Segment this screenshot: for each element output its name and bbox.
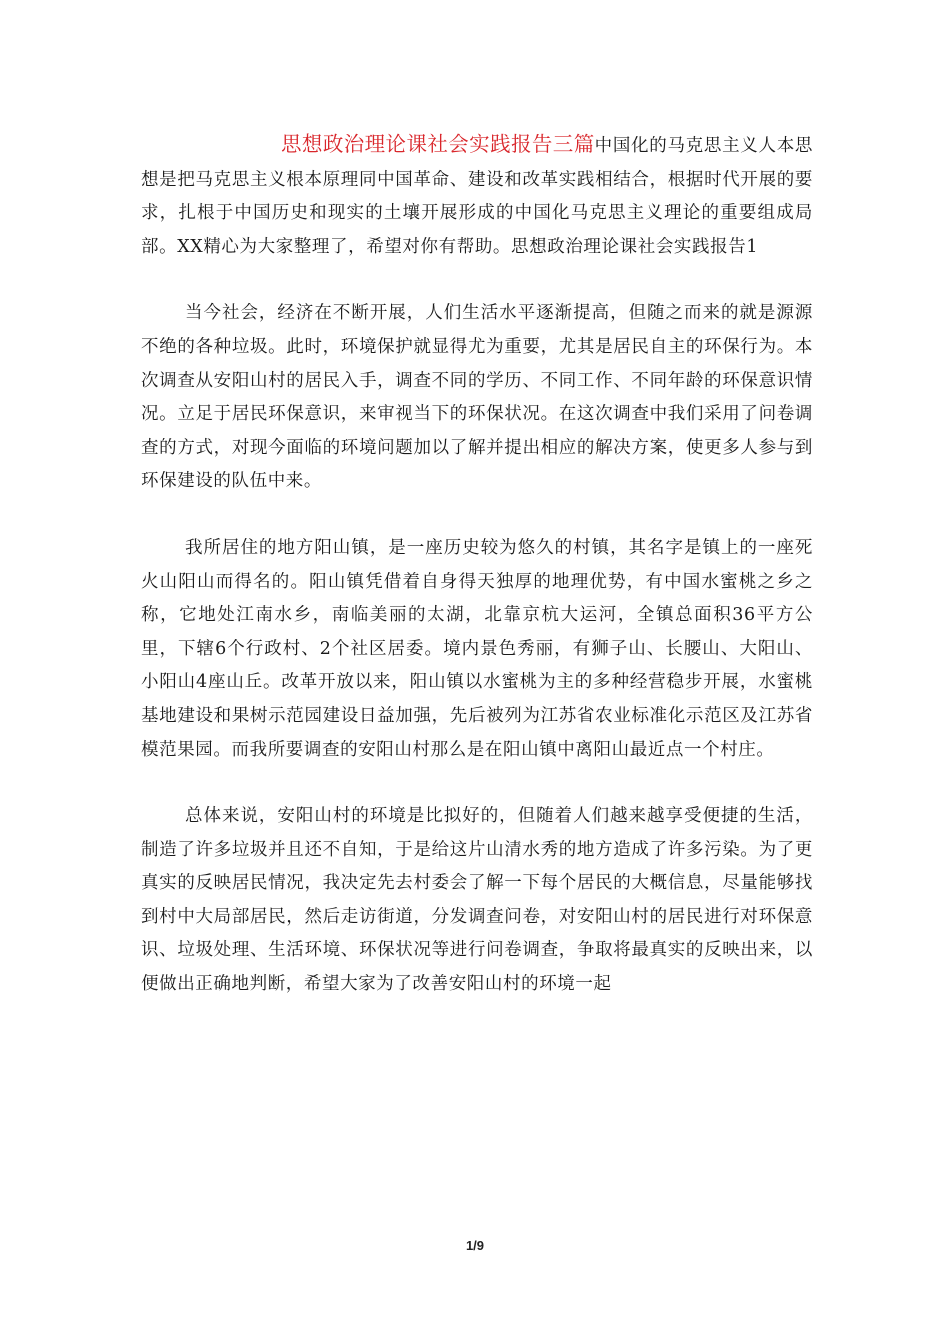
intro-paragraph	[141, 128, 813, 264]
body-paragraph-1: 当今社会，经济在不断开展，人们生活水平逐渐提高，但随之而来的就是源源不绝的各种垃圾。此时，环境保护就显得尤为重要，尤其是居民自主的环保行为。本次调查从安阳山村的居民入手，调查不同的学历、不同工作、不同年龄的环保意识情况。立足于居民环保意识，来审视当下的环保状况。在这次调查中我们采用了问卷调查的方式，对现今面临的环境问题加以了解并提出相应的解决方案，使更多人参与到环保建设的队伍中来。	[141, 303, 813, 492]
page-number: 1/9	[465, 1238, 485, 1253]
body-paragraph-2: 我所居住的地方阳山镇，是一座历史较为悠久的村镇，其名字是镇上的一座死火山阳山而得名的。阳山镇凭借着自身得天独厚的地理优势，有中国水蜜桃之乡之称，它地处江南水乡，南临美丽的太湖，北靠京杭大运河，全镇总面积36平方公里，下辖6个行政村、2个社区居委。境内景色秀丽，有狮子山、长腰山、大阳山、小阳山4座山丘。改革开放以来，阳山镇以水蜜桃为主的多种经营稳步开展，水蜜桃基地建设和果树示范园建设日益加强，先后被列为江苏省农业标准化示范区及江苏省模范果园。而我所要调查的安阳山村那么是在阳山镇中离阳山最近点一个村庄。	[141, 537, 813, 760]
body-paragraph-3: 总体来说，安阳山村的环境是比拟好的，但随着人们越来越享受便捷的生活，制造了许多垃圾并且还不自知，于是给这片山清水秀的地方造成了许多污染。为了更真实的反映居民情况，我决定先去村委会了解一下每个居民的大概信息，尽量能够找到村中大局部居民，然后走访街道，分发调查问卷，对安阳山村的居民进行对环保意识、垃圾处理、生活环境、环保状况等进行问卷调查，争取将最真实的反映出来，以便做出正确地判断，希望大家为了改善安阳山村的环境一起	[141, 806, 813, 995]
document-title: 思想政治理论课社会实践报告三篇	[281, 132, 595, 156]
intro-text: 中国化的马克思主义人本思想是把马克思主义根本原理同中国革命、建设和改革实践相结合，根据时代开展的要求，扎根于中国历史和现实的土壤开展形成的中国化马克思主义理论的重要组成局部。XX精心为大家整理了，希望对你有帮助。思想政治理论课社会实践报告1	[141, 136, 814, 257]
document-body	[141, 128, 813, 1002]
